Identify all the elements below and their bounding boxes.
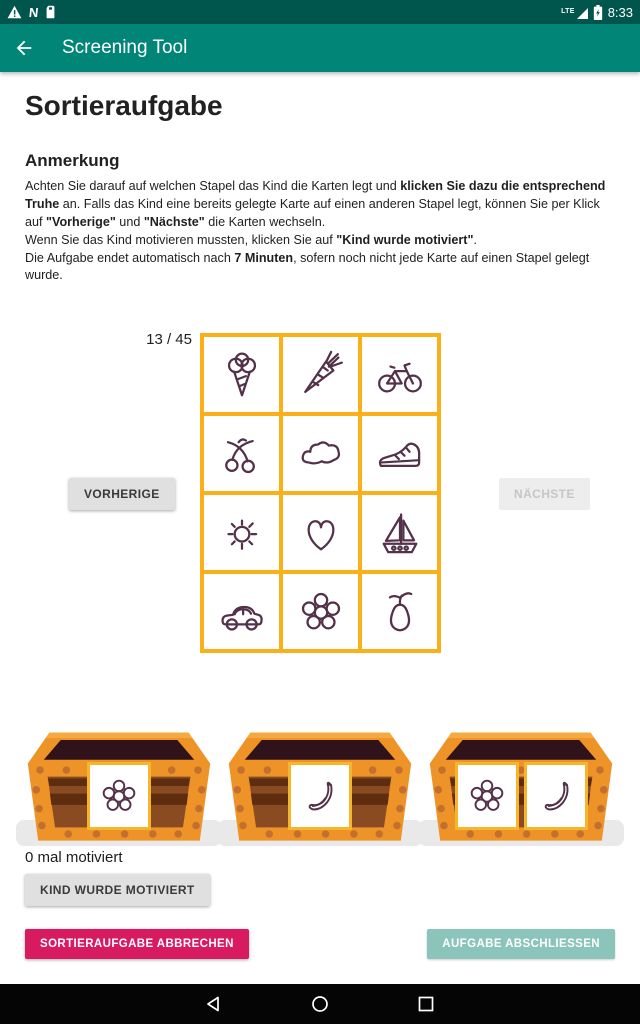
grid-card-cherries (204, 416, 279, 491)
grid-card-cloud (283, 416, 358, 491)
banana-icon (297, 773, 343, 819)
home-icon (311, 995, 329, 1013)
grid-card-shoe (362, 416, 437, 491)
cloud-icon (294, 427, 348, 481)
flower-icon (294, 585, 348, 639)
sun-icon (215, 506, 269, 560)
grid-card-pear (362, 574, 437, 649)
chest-cards (25, 762, 213, 830)
card-counter: 13 / 45 (146, 331, 192, 348)
nav-home-button[interactable] (310, 994, 330, 1014)
bicycle-icon (373, 348, 427, 402)
chest-3[interactable] (427, 726, 615, 848)
grid-card-car (204, 574, 279, 649)
card-grid (200, 333, 441, 653)
arrow-left-icon (13, 37, 35, 59)
chest-card-flower (87, 762, 151, 830)
pear-icon (373, 585, 427, 639)
app-bar-title: Screening Tool (62, 37, 188, 58)
car-icon (215, 585, 269, 639)
network-type-label: LTE (561, 7, 575, 15)
chest-card-banana (524, 762, 588, 830)
chest-cards (226, 762, 414, 830)
chest-1[interactable] (25, 726, 213, 848)
page-title: Sortieraufgabe (25, 90, 223, 121)
cherries-icon (215, 427, 269, 481)
grid-card-heart (283, 495, 358, 570)
status-bar (0, 0, 640, 24)
flower-icon (96, 773, 142, 819)
next-card-button[interactable]: NÄCHSTE (499, 478, 590, 510)
sim-icon (45, 5, 56, 19)
flower-icon (464, 773, 510, 819)
grid-card-bicycle (362, 337, 437, 412)
grid-card-sun (204, 495, 279, 570)
chest-cards (427, 762, 615, 830)
child-motivated-button[interactable]: KIND WURDE MOTIVIERT (25, 874, 210, 906)
android-nav-bar (0, 984, 640, 1024)
signal-icon (577, 8, 588, 19)
back-button[interactable] (0, 24, 48, 72)
app-bar (0, 24, 640, 72)
recents-icon (417, 995, 435, 1013)
battery-charging-icon (593, 5, 603, 20)
ice-cream-icon (215, 348, 269, 402)
grid-card-ice-cream (204, 337, 279, 412)
grid-card-sailboat (362, 495, 437, 570)
nav-recents-button[interactable] (416, 994, 436, 1014)
finish-task-button[interactable]: AUFGABE ABSCHLIESSEN (427, 929, 615, 959)
note-heading: Anmerkung (25, 151, 120, 170)
nav-back-button[interactable] (204, 994, 224, 1014)
banana-icon (533, 773, 579, 819)
shoe-icon (373, 427, 427, 481)
chest-2[interactable] (226, 726, 414, 848)
warning-icon (7, 5, 22, 19)
carrot-icon (294, 348, 348, 402)
cancel-task-button[interactable]: SORTIERAUFGABE ABBRECHEN (25, 929, 249, 959)
sailboat-icon (373, 506, 427, 560)
chest-row (25, 726, 615, 848)
heart-icon (294, 506, 348, 560)
note-text: Achten Sie darauf auf welchen Stapel das Kind die Karten legt und klicken Sie dazu die entsprechend Truhe an. Falls das Kind eine bereits gelegte Karte auf einen anderen Stapel legt, können Sie per Klick auf "Vorherige" und "Nächste" die Karten wechseln. Wenn Sie das Kind motivieren mussten, klicken Sie auf "Kind wurde motiviert". Die Aufgabe endet automatisch nach 7 Minuten, sofern noch nicht jede Karte auf einen Stapel gelegt wurde. (25, 179, 606, 283)
chest-card-banana (288, 762, 352, 830)
motivation-count: 0 mal motiviert (25, 849, 123, 866)
nfc-icon: N (28, 4, 40, 20)
grid-card-carrot (283, 337, 358, 412)
previous-card-button[interactable]: VORHERIGE (69, 478, 175, 510)
grid-card-flower (283, 574, 358, 649)
back-icon (205, 995, 223, 1013)
clock: 8:33 (607, 4, 633, 20)
chest-card-flower (455, 762, 519, 830)
